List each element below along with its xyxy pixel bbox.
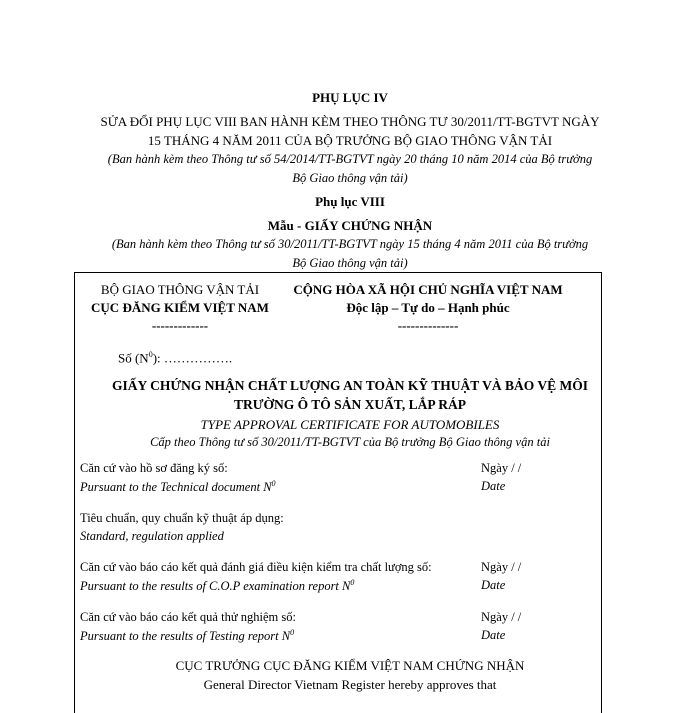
director-statement-en: General Director Vietnam Register hereby approves that: [203, 677, 497, 692]
issued-note-line-2: Bộ Giao thông vận tải): [292, 171, 408, 185]
form-issued-note-line-2: Bộ Giao thông vận tải): [292, 256, 408, 270]
republic-name: CỘNG HÒA XÃ HỘI CHỦ NGHĨA VIỆT NAM: [293, 282, 563, 297]
certificate-basis: Cấp theo Thông tư số 30/2011/TT-BGTVT của Bộ trưởng Bộ Giao thông vận tải: [150, 435, 550, 449]
field-technical-document-date-en: Date: [481, 479, 506, 493]
ministry-name: BỘ GIAO THÔNG VẬN TẢI: [100, 282, 260, 297]
appendix-title: PHỤ LỤC IV: [312, 90, 388, 105]
field-technical-document-vi: Căn cứ vào hồ sơ đăng ký số:: [80, 461, 228, 475]
certificate-number: Số $(N^0)$: …………….: [118, 350, 233, 366]
issued-note-line-1: (Ban hành kèm theo Thông tư số 54/2014/TT-BGTVT ngày 20 tháng 10 năm 2014 của Bộ trưởng: [107, 152, 593, 166]
amendment-line-1: SỬA ĐỔI PHỤ LỤC VIII BAN HÀNH KÈM THEO THÔNG TƯ 30/2011/TT-BGTVT NGÀY: [100, 114, 600, 129]
agency-name: CỤC ĐĂNG KIỂM VIỆT NAM: [91, 300, 269, 315]
field-testing-report-en: Pursuant to the results of Testing report $N^0$: [80, 628, 295, 644]
director-statement-vi: CỤC TRƯỞNG CỤC ĐĂNG KIỂM VIỆT NAM CHỨNG NHẬN: [175, 658, 525, 673]
field-standard-en: Standard, regulation applied: [80, 529, 224, 543]
field-technical-document-en: Pursuant to the Technical document $N^0$: [80, 479, 276, 495]
right-divider: --------------: [397, 318, 459, 333]
certificate-title-line-2: TRƯỜNG Ô TÔ SẢN XUẤT, LẮP RÁP: [234, 397, 466, 412]
form-issued-note-line-1: (Ban hành kèm theo Thông tư số 30/2011/TT-BGTVT ngày 15 tháng 4 năm 2011 của Bộ trưởng: [111, 237, 589, 251]
sub-appendix-title: Phụ lục VIII: [315, 194, 385, 209]
certificate-title-english: TYPE APPROVAL CERTIFICATE FOR AUTOMOBILES: [200, 417, 500, 432]
field-cop-report-date-vi: Ngày / /: [481, 560, 522, 574]
field-cop-report-date-en: Date: [481, 578, 506, 592]
field-standard-vi: Tiêu chuẩn, quy chuẩn kỹ thuật áp dụng:: [80, 511, 284, 525]
field-testing-report-date-en: Date: [481, 628, 506, 642]
field-cop-report-en: Pursuant to the results of C.O.P examination report $N^0$: [80, 578, 355, 594]
national-motto: Độc lập – Tự do – Hạnh phúc: [346, 300, 510, 315]
left-divider: -------------: [151, 318, 209, 333]
field-cop-report-vi: Căn cứ vào báo cáo kết quả đánh giá điều kiện kiểm tra chất lượng số:: [80, 560, 432, 574]
amendment-line-2: 15 THÁNG 4 NĂM 2011 CỦA BỘ TRƯỞNG BỘ GIAO THÔNG VẬN TẢI: [147, 133, 553, 148]
certificate-title-line-1: GIẤY CHỨNG NHẬN CHẤT LƯỢNG AN TOÀN KỸ THUẬT VÀ BẢO VỆ MÔI: [111, 378, 589, 393]
field-testing-report-date-vi: Ngày / /: [481, 610, 522, 624]
field-testing-report-vi: Căn cứ vào báo cáo kết quả thử nghiệm số:: [80, 610, 296, 624]
field-technical-document-date-vi: Ngày / /: [481, 461, 522, 475]
form-title: Mẫu - GIẤY CHỨNG NHẬN: [267, 218, 433, 233]
